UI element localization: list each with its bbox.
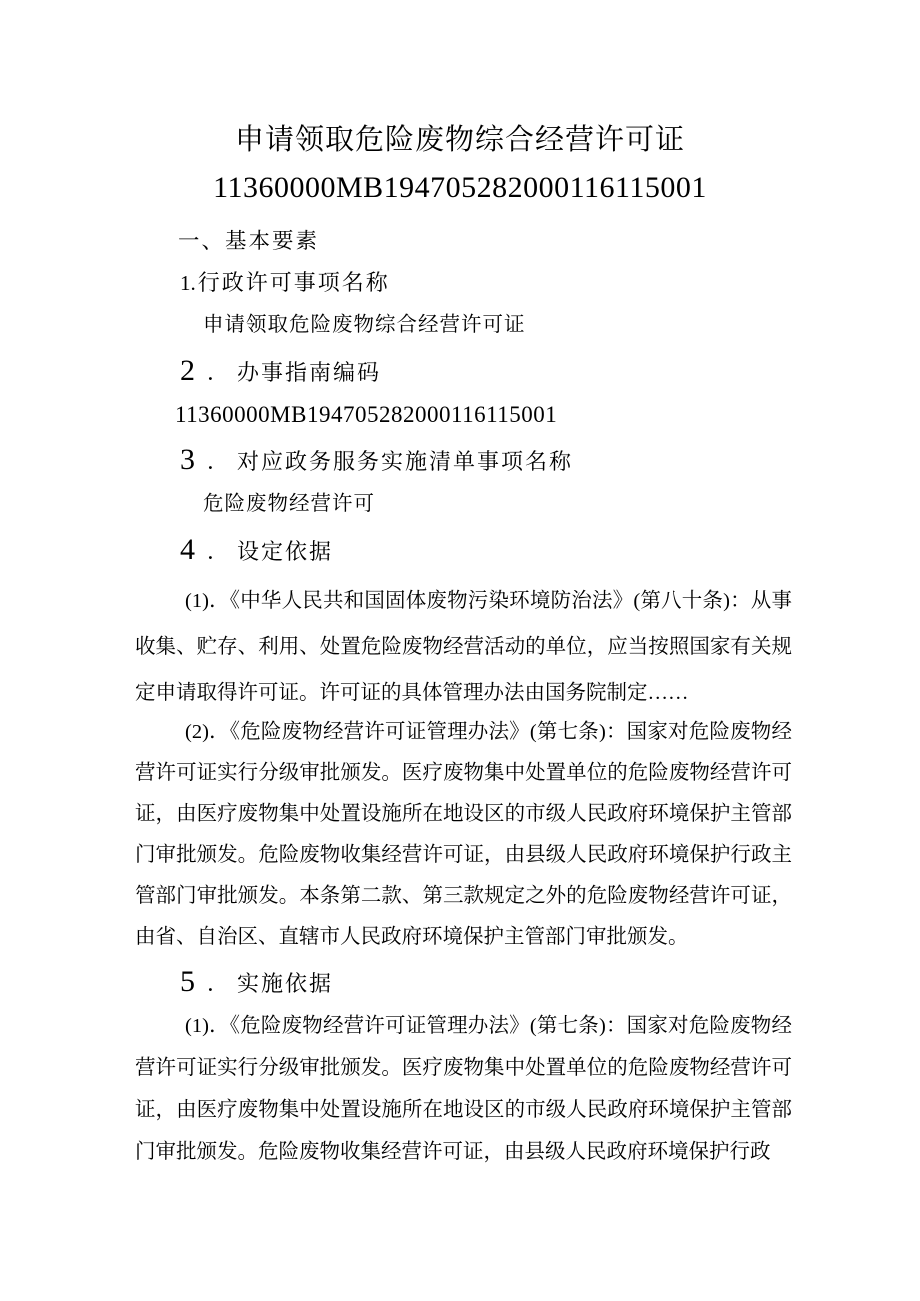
item-3-label xyxy=(135,439,792,483)
item-4-title: 设定依据 xyxy=(237,539,334,564)
item-1-title: 行政许可事项名称 xyxy=(197,270,390,295)
item-2-title: 办事指南编码 xyxy=(237,360,382,385)
document-code: 11360000MB194705282000116115001 xyxy=(213,171,707,204)
document-page xyxy=(0,116,920,1301)
item-4-paragraph-1: (1)．《中华人民共和国固体废物污染环境防治法》(第八十条)：从事收集、贮存、利用、处置危险废物经营活动的单位，应当按照国家有关规定申请取得许可证。许可证的具体管理办法由国务院制定…… xyxy=(135,590,792,704)
item-3-answer: 危险废物经营许可 xyxy=(203,493,375,515)
item-5-dot: ． xyxy=(207,971,232,996)
item-3-title: 对应政务服务实施清单事项名称 xyxy=(237,449,574,474)
item-2-number: 2 xyxy=(180,354,195,387)
item-3-number: 3 xyxy=(180,443,195,476)
item-5-title: 实施依据 xyxy=(237,971,334,996)
item-2-answer: 11360000MB194705282000116115001 xyxy=(175,402,558,427)
item-1-label xyxy=(135,262,792,304)
item-1-answer: 申请领取危险废物综合经营许可证 xyxy=(203,314,526,336)
item-5-label xyxy=(135,961,792,1005)
item-5-paragraph-1: (1)．《危险废物经营许可证管理办法》(第七条)：国家对危险废物经营许可证实行分级审批颁发。医疗废物集中处置单位的危险废物经营许可证，由医疗废物集中处置设施所在地设区的市级人民政府环境保护主管部门审批颁发。危险废物收集经营许可证，由县级人民政府环境保护行政 xyxy=(135,1015,792,1163)
item-2-dot: ． xyxy=(207,360,232,385)
item-4-dot: ． xyxy=(207,539,232,564)
item-4-paragraph-2: (2)．《危险废物经营许可证管理办法》(第七条)：国家对危险废物经营许可证实行分级审批颁发。医疗废物集中处置单位的危险废物经营许可证，由医疗废物集中处置设施所在地设区的市级人民政府环境保护主管部门审批颁发。危险废物收集经营许可证，由县级人民政府环境保护行政主管部门审批颁发。本条第二款、第三款规定之外的危险废物经营许可证，由省、自治区、直辖市人民政府环境保护主管部门审批颁发。 xyxy=(135,721,792,948)
document-title: 申请领取危险废物综合经营许可证 xyxy=(234,124,685,156)
item-4-number: 4 xyxy=(180,533,195,566)
document-body xyxy=(0,220,920,1173)
item-1-number: 1. xyxy=(180,271,196,295)
item-4-label xyxy=(135,529,792,573)
item-2-label xyxy=(135,350,792,394)
item-3-dot: ． xyxy=(207,449,232,474)
section-heading: 一、基本要素 xyxy=(178,229,320,253)
item-5-number: 5 xyxy=(180,965,195,998)
